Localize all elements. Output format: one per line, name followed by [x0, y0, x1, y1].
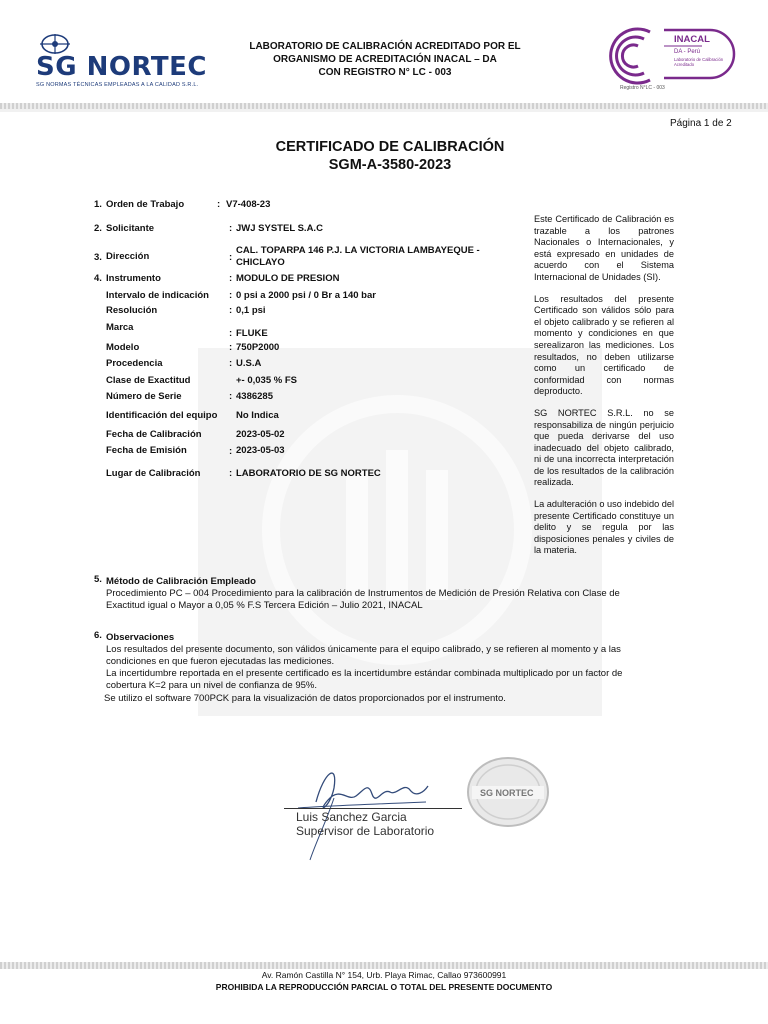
field-label-calibration-date: Fecha de Calibración: [106, 429, 202, 440]
field-label-address: Dirección: [106, 251, 150, 262]
field-value-serial: 4386285: [236, 391, 273, 402]
field-value-resolution: 0,1 psi: [236, 305, 266, 316]
company-seal: [466, 756, 550, 828]
field-colon: :: [229, 223, 233, 234]
field-colon: :: [229, 342, 233, 353]
legal-notes: [534, 214, 674, 567]
field-label-calibration-place: Lugar de Calibración: [106, 468, 201, 479]
footer-warning: PROHIBIDA LA REPRODUCCIÓN PARCIAL O TOTAL DEL PRESENTE DOCUMENTO: [215, 982, 553, 992]
logo-text: SG NORTEC: [36, 52, 207, 82]
inacal-registry: Registro N°LC - 003: [620, 85, 665, 91]
signatory-role: Supervisor de Laboratorio: [296, 824, 435, 838]
field-colon: :: [217, 199, 221, 210]
validity-note: Los resultados del presente Certificado son válidos sólo para el objeto calibrado y se refieren al momento y condiciones en que serealizaron las mediciones. Los resultados, no deben utilizarse como un certificado de conformidad con normas deproducto.: [534, 293, 674, 397]
company-logo: [34, 30, 234, 92]
observation-text-1: Los resultados del presente documento, son válidos únicamente para el equipo calibrado, y se refieren al momento y a las condiciones en que fueron ejecutadas las mediciones.: [106, 644, 621, 667]
page-number: Página 1 de 2: [670, 118, 732, 129]
certificate-title-line1: CERTIFICADO DE CALIBRACIÓN: [275, 139, 505, 155]
field-number: 1.: [94, 199, 102, 210]
lab-accreditation-heading: [240, 40, 530, 79]
lab-line-1: LABORATORIO DE CALIBRACIÓN ACREDITADO POR EL: [249, 41, 521, 52]
field-value-issue-date: 2023-05-03: [236, 445, 285, 456]
certificate-title: [180, 138, 600, 174]
inacal-da: DA - Perú: [674, 49, 701, 55]
field-colon: :: [229, 328, 233, 339]
tampering-note: La adulteración o uso indebido del presente Certificado constituye un delito y se regula por las disposiciones penales y civiles de la materia.: [534, 499, 674, 556]
field-value-calibration-date: 2023-05-02: [236, 429, 285, 440]
field-label-instrument: Instrumento: [106, 273, 161, 284]
certificate-number: SGM-A-3580-2023: [328, 157, 452, 173]
field-label-equipment-id: Identificación del equipo: [106, 410, 218, 421]
seal-text: SG NORTEC: [480, 788, 534, 798]
signatory: [296, 810, 434, 838]
observation-text-3: Se utilizo el software 700PCK para la visualización de datos proporcionados por el instrumento.: [104, 693, 506, 704]
field-label-accuracy-class: Clase de Exactitud: [106, 375, 191, 386]
field-value-instrument: MODULO DE PRESION: [236, 273, 340, 284]
inacal-emblem-icon: [598, 26, 736, 86]
field-value-model: 750P2000: [236, 342, 280, 353]
field-label-serial: Número de Serie: [106, 391, 182, 402]
observation-text-2: La incertidumbre reportada en el presente certificado es la incertidumbre estándar combinada multiplicado por un factor de cobertura K=2 para un nivel de confianza de 95%.: [106, 668, 623, 691]
signature-line: [284, 808, 462, 809]
watermark-bar: [426, 470, 448, 600]
field-value-accuracy-class: +- 0,035 % FS: [236, 375, 297, 386]
header-divider-shadow: [0, 109, 768, 112]
footer-divider: [0, 962, 768, 969]
field-value-calibration-place: LABORATORIO DE SG NORTEC: [236, 468, 381, 479]
traceability-note: Este Certificado de Calibración es trazable a los patrones Nacionales o Internacionales, y está expresado en unidades de acuerdo con el Sistema Internacional de Unidades (SI).: [534, 214, 674, 282]
field-value-equipment-id: No Indica: [236, 410, 279, 421]
field-value-address-line2: CHICLAYO: [236, 257, 285, 268]
field-colon: :: [229, 305, 233, 316]
field-colon: :: [229, 446, 233, 457]
footer-address: Av. Ramón Castilla N° 154, Urb. Playa Rimac, Callao 973600991: [261, 970, 507, 980]
section-number: 5.: [94, 574, 102, 585]
watermark-bar: [346, 470, 368, 600]
field-value-origin: U.S.A: [236, 358, 262, 369]
field-colon: :: [229, 290, 233, 301]
field-colon: :: [229, 273, 233, 284]
field-label-resolution: Resolución: [106, 305, 158, 316]
field-label-applicant: Solicitante: [106, 223, 155, 234]
field-label-brand: Marca: [106, 322, 134, 333]
inacal-subtitle: Laboratorio de Calibración Acreditado: [674, 57, 724, 67]
field-number: 4.: [94, 273, 102, 284]
section-title-method: Método de Calibración Empleado: [106, 576, 256, 587]
field-colon: :: [229, 358, 233, 369]
inacal-name: INACAL: [674, 34, 710, 45]
field-colon: :: [229, 468, 233, 479]
inacal-logo: [598, 26, 736, 96]
field-colon: :: [229, 252, 233, 263]
field-label-work-order: Orden de Trabajo: [106, 199, 185, 210]
liability-note: SG NORTEC S.R.L. no se responsabiliza de ningún perjuicio que pueda derivarse del uso inadecuado del objeto calibrado, ni de una incorrecta interpretación de los resultados de la calibración realizada.: [534, 407, 674, 488]
method-text: Procedimiento PC – 004 Procedimiento para la calibración de Instrumentos de Medición de Presión Relativa con Clase de Exactitud igual o Mayor a 0,05 % F.S Tercera Edición – Julio 2021, INACAL: [106, 588, 620, 611]
field-value-applicant: JWJ SYSTEL S.A.C: [236, 223, 323, 234]
signatory-name: Luis Sanchez Garcia: [296, 810, 407, 824]
field-label-model: Modelo: [106, 342, 140, 353]
field-label-range: Intervalo de indicación: [106, 290, 209, 301]
field-value-brand: FLUKE: [236, 328, 268, 339]
field-number: 3.: [94, 252, 102, 263]
field-label-origin: Procedencia: [106, 358, 163, 369]
field-number: 2.: [94, 223, 102, 234]
field-label-issue-date: Fecha de Emisión: [106, 445, 187, 456]
lab-line-3: CON REGISTRO N° LC - 003: [318, 67, 452, 78]
field-value-range: 0 psi a 2000 psi / 0 Br a 140 bar: [236, 290, 376, 301]
field-colon: :: [229, 391, 233, 402]
watermark-bar: [386, 450, 408, 600]
field-value-address: CAL. TOPARPA 146 P.J. LA VICTORIA LAMBAYEQUE -: [236, 245, 480, 256]
section-title-observations: Observaciones: [106, 632, 175, 643]
section-number: 6.: [94, 630, 102, 641]
lab-line-2: ORGANISMO DE ACREDITACIÓN INACAL – DA: [273, 54, 497, 65]
logo-tagline: SG NORMAS TÉCNICAS EMPLEADAS A LA CALIDAD S.R.L.: [36, 82, 199, 88]
field-value-work-order: V7-408-23: [226, 199, 271, 210]
